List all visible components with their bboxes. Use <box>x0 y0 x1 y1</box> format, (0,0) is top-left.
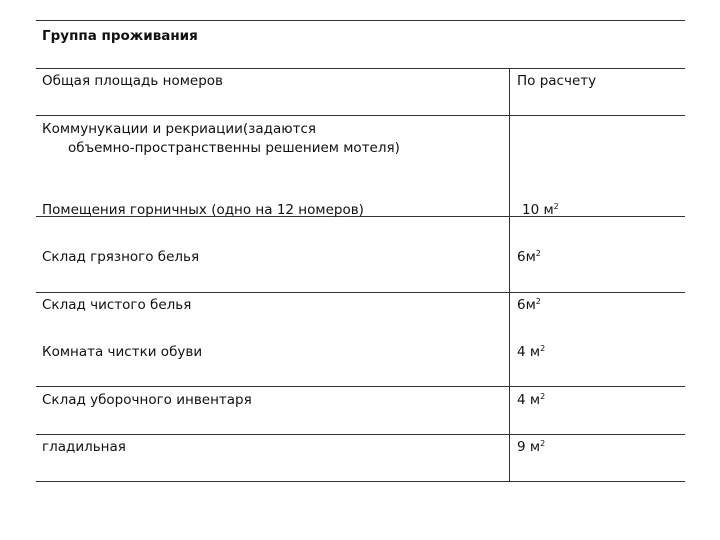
row-name-maids-rooms: Помещения горничных (одно на 12 номеров) <box>42 202 364 218</box>
row-value-total-room-area: По расчету <box>517 73 597 89</box>
row-value-shoe-cleaning-room: 4 $м^2$ <box>517 344 546 360</box>
row-name-dirty-linen-store: Склад грязного белья <box>42 249 200 265</box>
table-rule <box>36 386 685 387</box>
table-rule-bottom <box>36 481 685 482</box>
row-name-shoe-cleaning-room: Комната чистки обуви <box>42 344 203 360</box>
group-title: Группа проживания <box>42 28 198 44</box>
row-name-communications-line2: объемно-пространственны решением мотеля) <box>68 140 400 156</box>
row-value-ironing-room: 9 $м^2$ <box>517 439 546 455</box>
row-value-dirty-linen-store: $6м^2$ <box>517 249 541 265</box>
row-value-maids-rooms: 10 $м^2$ <box>522 202 559 218</box>
column-divider <box>509 68 510 482</box>
row-name-ironing-room: гладильная <box>42 439 126 455</box>
row-name-communications-line1: Коммунукации и рекриации(задаются <box>42 121 317 137</box>
row-name-clean-linen-store: Склад чистого белья <box>42 297 192 313</box>
row-value-cleaning-equipment-store: 4 $м^2$ <box>517 392 546 408</box>
table-rule <box>36 68 685 69</box>
row-name-cleaning-equipment-store: Склад уборочного инвентаря <box>42 392 252 408</box>
table-rule-top <box>36 20 685 21</box>
row-value-clean-linen-store: $6м^2$ <box>517 297 541 313</box>
table-rule <box>36 434 685 435</box>
table-rule <box>36 292 685 293</box>
table-rule <box>36 115 685 116</box>
row-name-total-room-area: Общая площадь номеров <box>42 73 223 89</box>
